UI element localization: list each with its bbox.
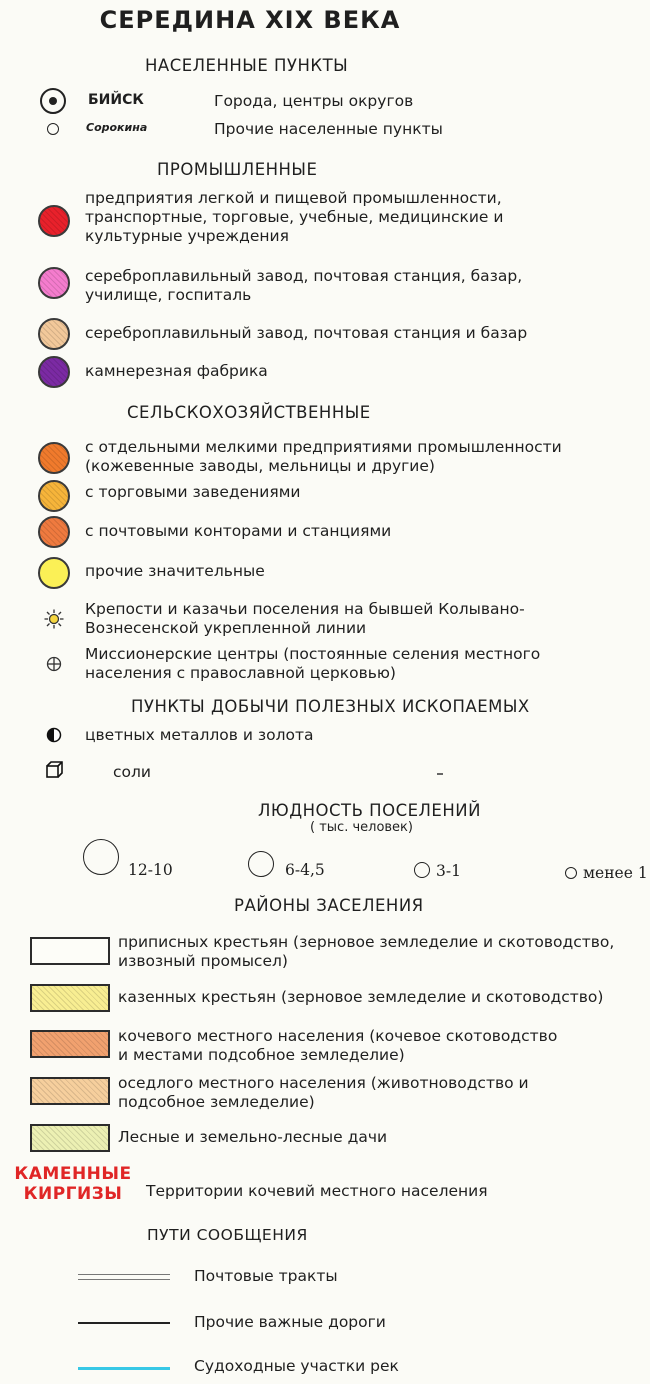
population-unit: ( тыс. человек) [310, 820, 413, 835]
salt-cube-icon [45, 760, 65, 780]
postal-road-line [78, 1274, 170, 1280]
salt-description: соли [113, 763, 151, 781]
routes-heading: ПУТИ СООБЩЕНИЯ [147, 1226, 308, 1244]
districts-heading: РАЙОНЫ ЗАСЕЛЕНИЯ [234, 896, 424, 915]
river-route-description: Судоходные участки рек [194, 1357, 399, 1375]
agricultural-heading: СЕЛЬСКОХОЗЯЙСТВЕННЫЕ [127, 403, 371, 422]
nomad-territory-sample: КАМЕННЫЕ КИРГИЗЫ [14, 1164, 132, 1204]
population-circle-icon [565, 867, 577, 879]
agricultural-item: с отдельными мелкими предприятиями промышленности (кожевенные заводы, мельницы и другие) [85, 438, 562, 475]
district-description: Лесные и земельно-лесные дачи [118, 1128, 388, 1146]
district-swatch [30, 984, 110, 1012]
industrial-circle-icon [38, 318, 70, 350]
nomad-territory-description: Территории кочевий местного населения [146, 1182, 488, 1200]
page-title: СЕРЕДИНА XIX ВЕКА [99, 6, 401, 34]
postal-road-description: Почтовые тракты [194, 1267, 338, 1285]
metal-mine-icon [46, 727, 62, 743]
industrial-circle-icon [38, 356, 70, 388]
metal-mine-description: цветных металлов и золота [85, 726, 314, 744]
city-sample-label: БИЙСК [88, 92, 144, 108]
agricultural-circle-icon [38, 557, 70, 589]
industrial-circle-icon [38, 267, 70, 299]
district-swatch [30, 937, 110, 965]
mission-cross-icon [46, 656, 62, 672]
industrial-heading: ПРОМЫШЛЕННЫЕ [157, 160, 318, 179]
fortress-description: Крепости и казачьи поселения на бывшей Колывано- Вознесенской укрепленной линии [85, 600, 525, 637]
population-circle-icon [248, 851, 274, 877]
agricultural-circle-icon [38, 442, 70, 474]
industrial-item: предприятия легкой и пищевой промышленности, транспортные, торговые, учебные, медицинские и культурные учреждения [85, 189, 504, 245]
district-swatch [30, 1077, 110, 1105]
population-label: 6-4,5 [285, 861, 325, 879]
district-description: оседлого местного населения (животноводство и подсобное земледелие) [118, 1074, 529, 1111]
population-label: 12-10 [128, 861, 173, 879]
agricultural-item: с почтовыми конторами и станциями [85, 522, 392, 540]
village-sample-label: Сорокина [86, 121, 148, 134]
major-road-line [78, 1322, 170, 1324]
population-heading: ЛЮДНОСТЬ ПОСЕЛЕНИЙ [258, 801, 481, 820]
fortress-sun-icon [44, 609, 64, 629]
district-swatch [30, 1124, 110, 1152]
city-description: Города, центры округов [214, 92, 414, 110]
agricultural-item: прочие значительные [85, 562, 265, 580]
population-circle-icon [414, 862, 430, 878]
district-description: кочевого местного населения (кочевое скотоводство и местами подсобное земледелие) [118, 1027, 558, 1064]
river-route-line [78, 1367, 170, 1370]
industrial-circle-icon [38, 205, 70, 237]
district-description: казенных крестьян (зерновое земледелие и скотоводство) [118, 988, 604, 1006]
population-circle-icon [83, 839, 119, 875]
agricultural-circle-icon [38, 516, 70, 548]
industrial-item: сереброплавильный завод, почтовая станция и базар [85, 324, 528, 342]
population-label: 3-1 [436, 862, 461, 880]
print-speck [437, 773, 443, 775]
mission-description: Миссионерские центры (постоянные селения местного населения с православной церковью) [85, 645, 541, 682]
industrial-item: сереброплавильный завод, почтовая станция, базар, училище, госпиталь [85, 267, 523, 304]
district-swatch [30, 1030, 110, 1058]
city-symbol-icon [40, 88, 66, 114]
settlements-heading: НАСЕЛЕННЫЕ ПУНКТЫ [145, 56, 349, 75]
industrial-item: камнерезная фабрика [85, 362, 268, 380]
major-road-description: Прочие важные дороги [194, 1313, 386, 1331]
village-description: Прочие населенные пункты [214, 120, 443, 138]
village-symbol-icon [47, 123, 59, 135]
mining-heading: ПУНКТЫ ДОБЫЧИ ПОЛЕЗНЫХ ИСКОПАЕМЫХ [131, 697, 530, 716]
agricultural-circle-icon [38, 480, 70, 512]
district-description: приписных крестьян (зерновое земледелие и скотоводство, извозный промысел) [118, 933, 615, 970]
agricultural-item: с торговыми заведениями [85, 483, 301, 501]
population-label: менее 1 [583, 864, 648, 882]
